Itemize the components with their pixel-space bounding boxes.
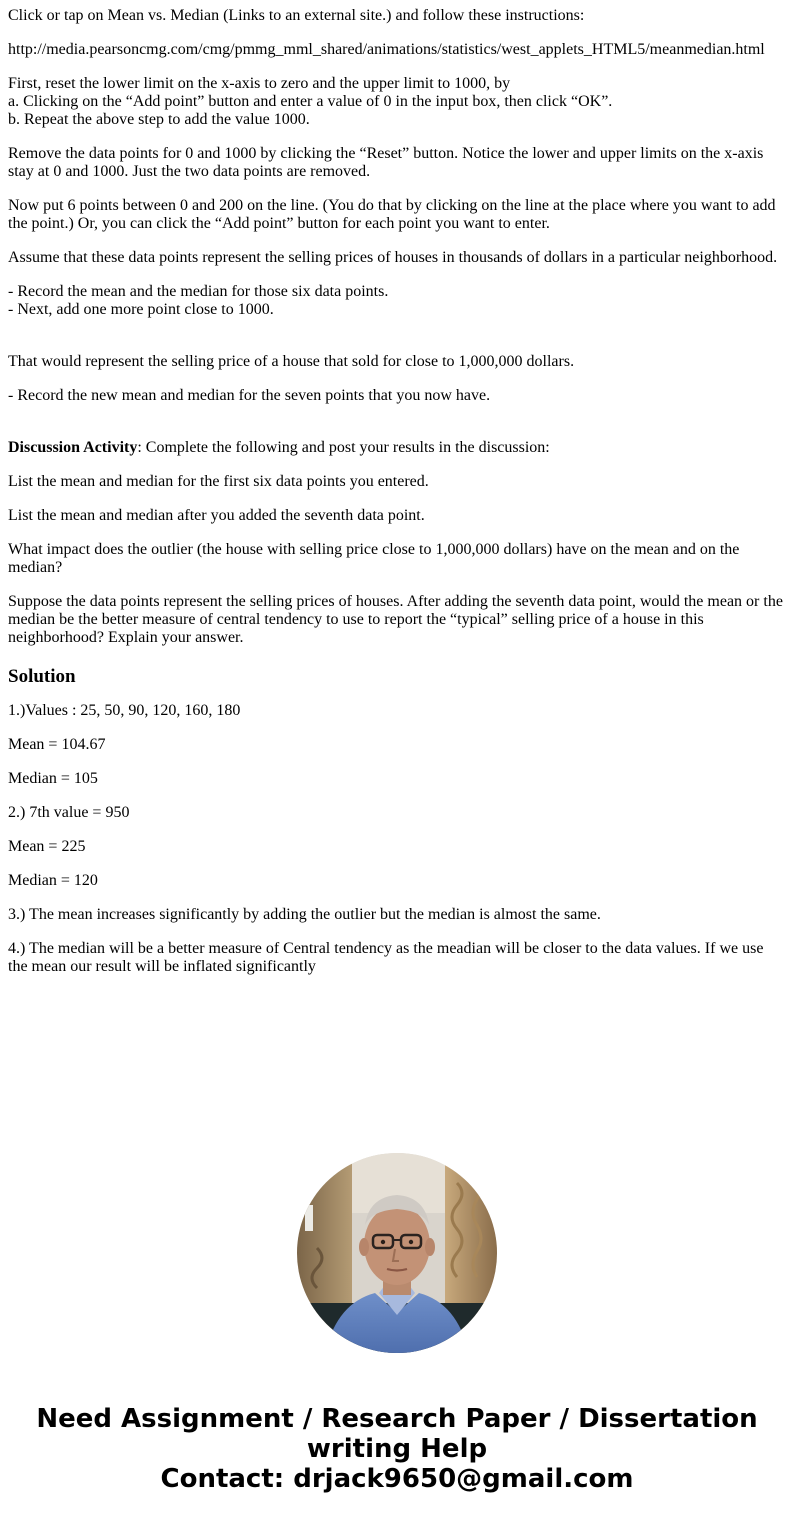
solution-answer-4: 4.) The median will be a better measure of Central tendency as the meadian will be closer to the data values. If we use the mean our result will be inflated significantly bbox=[8, 940, 764, 975]
solution-median-six: Median = 105 bbox=[8, 770, 98, 787]
solution-values: 1.)Values : 25, 50, 90, 120, 160, 180 bbox=[8, 702, 241, 719]
tutor-portrait-photo-icon bbox=[297, 1153, 497, 1353]
solution-section bbox=[8, 666, 786, 976]
discussion-label: Discussion Activity bbox=[8, 439, 138, 456]
solution-heading: Solution bbox=[8, 666, 76, 687]
instruction-remove-points: Remove the data points for 0 and 1000 by clicking the “Reset” button. Notice the lower and upper limits on the x-axis stay at 0 and 1000. Just the two data points are removed. bbox=[8, 145, 764, 180]
solution-mean-seven: Mean = 225 bbox=[8, 838, 86, 855]
instruction-add-six-points: Now put 6 points between 0 and 200 on the line. (You do that by clicking on the line at the place where you want to add the point.) Or, you can click the “Add point” button for each point you want to enter. bbox=[8, 197, 776, 232]
discussion-intro bbox=[8, 439, 786, 457]
solution-mean-six: Mean = 104.67 bbox=[8, 736, 106, 753]
instruction-reset-line-3: b. Repeat the above step to add the value 1000. bbox=[8, 111, 310, 128]
instruction-link-intro: Click or tap on Mean vs. Median (Links to an external site.) and follow these instructions: bbox=[8, 7, 585, 24]
document-body bbox=[8, 0, 786, 976]
portrait-illustration bbox=[297, 1153, 497, 1353]
discussion-question-2: List the mean and median after you added the seventh data point. bbox=[8, 507, 425, 524]
promo-line-1: Need Assignment / Research Paper / Dissertation bbox=[36, 1404, 758, 1434]
promo-contact: Contact: drjack9650@gmail.com bbox=[160, 1464, 634, 1494]
solution-answer-3: 3.) The mean increases significantly by adding the outlier but the median is almost the same. bbox=[8, 906, 601, 923]
instruction-outlier-meaning: That would represent the selling price of a house that sold for close to 1,000,000 dollars. bbox=[8, 353, 575, 370]
instruction-record-line-2: - Next, add one more point close to 1000. bbox=[8, 301, 274, 318]
instruction-record-new: - Record the new mean and median for the seven points that you now have. bbox=[8, 387, 491, 404]
instruction-record-line-1: - Record the mean and the median for those six data points. bbox=[8, 283, 389, 300]
instruction-url: http://media.pearsoncmg.com/cmg/pmmg_mml_shared/animations/statistics/west_applets_HTML5/meanmedian.html bbox=[8, 41, 765, 58]
instruction-record-steps bbox=[8, 283, 786, 319]
promo-line-2: writing Help bbox=[306, 1434, 488, 1464]
discussion-question-1: List the mean and median for the first six data points you entered. bbox=[8, 473, 429, 490]
solution-median-seven: Median = 120 bbox=[8, 872, 98, 889]
instruction-reset-steps bbox=[8, 75, 786, 129]
promo-banner bbox=[0, 1404, 794, 1494]
instruction-reset-line-1: First, reset the lower limit on the x-axis to zero and the upper limit to 1000, by bbox=[8, 75, 511, 92]
instruction-assumption: Assume that these data points represent the selling prices of houses in thousands of dollars in a particular neighborhood. bbox=[8, 249, 778, 266]
discussion-intro-text: : Complete the following and post your results in the discussion: bbox=[137, 439, 550, 456]
discussion-question-3: What impact does the outlier (the house with selling price close to 1,000,000 dollars) have on the mean and on the median? bbox=[8, 541, 740, 576]
instruction-reset-line-2: a. Clicking on the “Add point” button and enter a value of 0 in the input box, then click “OK”. bbox=[8, 93, 613, 110]
solution-seventh-value: 2.) 7th value = 950 bbox=[8, 804, 130, 821]
discussion-question-4: Suppose the data points represent the selling prices of houses. After adding the seventh data point, would the mean or the median be the better measure of central tendency to use to report the “typical” selling price of a house in this neighborhood? Explain your answer. bbox=[8, 593, 783, 646]
